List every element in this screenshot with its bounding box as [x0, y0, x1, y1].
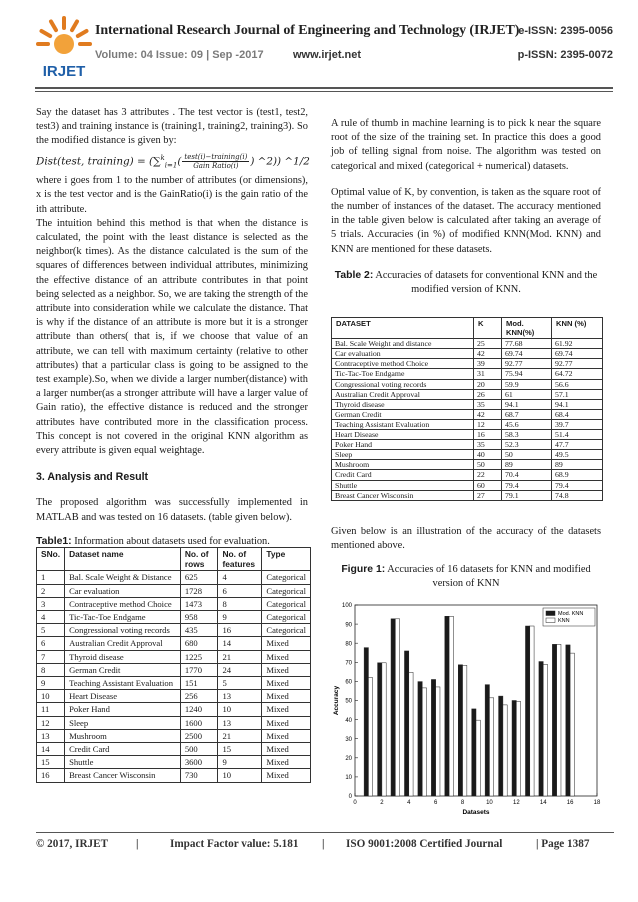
table-row	[37, 663, 311, 676]
journal-website-link[interactable]: www.irjet.net	[293, 49, 362, 61]
table-cell: 10	[218, 703, 262, 716]
table-cell: 68.4	[552, 409, 603, 419]
table-cell: Mixed	[262, 743, 311, 756]
table-header-row	[37, 548, 311, 571]
figure1-caption-label: Figure 1:	[341, 564, 386, 576]
bar-mod-knn	[539, 662, 543, 796]
accuracy-table	[331, 317, 603, 501]
table-cell: 1225	[180, 650, 218, 663]
table-cell: 79.4	[552, 480, 603, 490]
legend-label: KNN	[558, 618, 570, 625]
table-cell: 68.7	[502, 409, 552, 419]
bar-mod-knn	[552, 644, 556, 796]
table-cell: Mixed	[262, 690, 311, 703]
figure1-caption-text: Accuracies of 16 datasets for KNN and modified version of KNN	[385, 564, 591, 590]
table-cell: 20	[474, 379, 502, 389]
column-header: KNN (%)	[552, 318, 603, 339]
table-cell: Poker Hand	[332, 440, 474, 450]
table-cell: Mixed	[262, 729, 311, 742]
table-row	[37, 637, 311, 650]
bar-knn	[476, 720, 480, 796]
table-cell: 27	[474, 490, 502, 500]
table1-caption-label: Table1:	[36, 535, 72, 547]
legend-swatch	[546, 611, 555, 616]
table-cell: 8	[218, 597, 262, 610]
formula-sum-lower: i=1	[164, 161, 178, 170]
table-row	[37, 677, 311, 690]
distance-formula	[36, 149, 308, 175]
y-tick-label: 40	[345, 717, 352, 724]
table-cell: Categorical	[262, 571, 311, 584]
table-cell: 151	[180, 677, 218, 690]
table-cell: 57.1	[552, 389, 603, 399]
table-cell: Teaching Assistant Evaluation	[65, 677, 181, 690]
table-row	[332, 430, 603, 440]
table-cell: 9	[218, 611, 262, 624]
table-row	[332, 369, 603, 379]
table-row	[37, 690, 311, 703]
table-cell: Mixed	[262, 756, 311, 769]
column-header: No. of rows	[180, 548, 218, 571]
bar-knn	[557, 644, 561, 796]
bar-knn	[436, 687, 440, 796]
table-cell: 75.94	[502, 369, 552, 379]
table-cell: 50	[502, 450, 552, 460]
bar-mod-knn	[378, 663, 382, 796]
header-rule-thin	[35, 91, 613, 92]
table-cell: 12	[474, 419, 502, 429]
table-row	[332, 359, 603, 369]
table-cell: 9	[218, 756, 262, 769]
table-cell: Categorical	[262, 597, 311, 610]
bar-mod-knn	[445, 616, 449, 796]
table-cell: 40	[474, 450, 502, 460]
table-cell: Australian Credit Approval	[65, 637, 181, 650]
table-cell: Categorical	[262, 624, 311, 637]
table-cell: 14	[37, 743, 65, 756]
table-cell: 69.74	[502, 349, 552, 359]
table-cell: German Credit	[332, 409, 474, 419]
table-cell: 2	[37, 584, 65, 597]
table-cell: 680	[180, 637, 218, 650]
paragraph: where i goes from 1 to the number of attributes (or dimensions), x is the test vector and is the GainRatio(i) is the gain ratio of the ith attribute.	[36, 175, 308, 215]
table-cell: Bal. Scale Weight & Distance	[65, 571, 181, 584]
table-row	[37, 769, 311, 782]
volume-issue: Volume: 04 Issue: 09 | Sep -2017	[95, 49, 264, 61]
table-cell: 13	[37, 729, 65, 742]
table-cell: 4	[37, 611, 65, 624]
bar-mod-knn	[431, 679, 435, 796]
table-cell: Congressional voting records	[65, 624, 181, 637]
table-row	[37, 716, 311, 729]
table-cell: Credit Card	[332, 470, 474, 480]
table-cell: 50	[474, 460, 502, 470]
y-axis-label: Accuracy	[333, 685, 340, 716]
table-cell: 35	[474, 399, 502, 409]
table-cell: German Credit	[65, 663, 181, 676]
page-header	[35, 14, 613, 86]
table-cell: Heart Disease	[332, 430, 474, 440]
table-cell: Tic-Tac-Toe Endgame	[65, 611, 181, 624]
table-cell: Mushroom	[65, 729, 181, 742]
header-rule	[35, 87, 613, 89]
table-cell: 42	[474, 409, 502, 419]
bar-knn	[382, 663, 386, 796]
formula-paren: (	[177, 155, 182, 168]
x-tick-label: 4	[407, 800, 411, 806]
bar-knn	[516, 701, 520, 796]
table-row	[332, 339, 603, 349]
table-cell: 45.6	[502, 419, 552, 429]
table-cell: 1770	[180, 663, 218, 676]
x-tick-label: 8	[460, 800, 465, 806]
x-tick-label: 16	[566, 800, 574, 806]
table-row	[332, 409, 603, 419]
table-cell: 61.92	[552, 339, 603, 349]
table-cell: 8	[37, 663, 65, 676]
table-row	[332, 389, 603, 399]
column-header: No. of features	[218, 548, 262, 571]
table-cell: Categorical	[262, 611, 311, 624]
table-cell: 256	[180, 690, 218, 703]
table-cell: 1240	[180, 703, 218, 716]
left-column	[36, 106, 308, 549]
table-cell: 15	[37, 756, 65, 769]
table-cell: 13	[218, 716, 262, 729]
table-row	[332, 460, 603, 470]
table-cell: Mixed	[262, 769, 311, 782]
y-tick-label: 30	[345, 736, 352, 743]
table-cell: 64.72	[552, 369, 603, 379]
x-tick-label: 10	[486, 800, 493, 806]
table-cell: 1728	[180, 584, 218, 597]
table-cell: 5	[218, 677, 262, 690]
table-cell: Mixed	[262, 637, 311, 650]
table-cell: Mixed	[262, 716, 311, 729]
table-cell: 94.1	[502, 399, 552, 409]
table-cell: 35	[474, 440, 502, 450]
table-cell: 47.7	[552, 440, 603, 450]
table-cell: 22	[474, 470, 502, 480]
column-header: Type	[262, 548, 311, 571]
table-cell: 25	[474, 339, 502, 349]
table-row	[332, 480, 603, 490]
table-cell: 24	[218, 663, 262, 676]
table-cell: Poker Hand	[65, 703, 181, 716]
bar-mod-knn	[525, 626, 529, 796]
paragraph: The intuition behind this method is that when the distance is calculated, the point with the least distance is selected as the neighbor(k times). As the distance calculated is the sum of the squares of differences between individual attributes, minimizing the effective distance of an attribute contributes in that point being selected as a neighbor. So, we are taking the strength of the attribute into consideration while we calculate the distance. That is why if the distance of an attribute is more but it is a stronger attribute than others( that is, if we choose that value of an attribute, we can tell with maximum certainty (relative to other attributes) that a particular class is going to be assigned to the test example).So, when we divide a larger number(distance) with a larger number(as a stronger attribute will have a larger value of Gain ratio), the effective distance is reduced and the stronger attributes have contributed more in the classification process. This concept is not covered in the original KNN algorithm as every attribute is given equal weightage.	[36, 217, 308, 457]
bar-mod-knn	[499, 696, 503, 796]
bar-mod-knn	[512, 701, 516, 797]
column-header: Dataset name	[65, 548, 181, 571]
formula-numerator: test(i)−training(i)	[184, 152, 248, 161]
table-cell: 958	[180, 611, 218, 624]
x-tick-label: 0	[353, 800, 357, 806]
table-cell: Mixed	[262, 677, 311, 690]
bar-mod-knn	[418, 682, 422, 796]
column-header: K	[474, 318, 502, 339]
right-column-lower	[331, 525, 601, 591]
bar-knn	[409, 672, 413, 796]
formula-denominator: Gain Ratio(i)	[193, 161, 239, 170]
bar-mod-knn	[472, 709, 476, 796]
y-tick-label: 100	[341, 603, 352, 610]
bar-knn	[368, 678, 372, 796]
table-cell: 3	[37, 597, 65, 610]
table-row	[37, 611, 311, 624]
table-cell: 1	[37, 571, 65, 584]
footer-separator: |	[136, 838, 139, 850]
table-cell: Mixed	[262, 650, 311, 663]
x-tick-label: 6	[433, 800, 438, 806]
paragraph: The proposed algorithm was successfully implemented in MATLAB and was tested on 16 datasets. (table given below).	[36, 497, 308, 523]
bar-mod-knn	[364, 648, 368, 796]
table-cell: 5	[37, 624, 65, 637]
e-issn: e-ISSN: 2395-0056	[518, 25, 613, 37]
table-cell: 60	[474, 480, 502, 490]
table-cell: Heart Disease	[65, 690, 181, 703]
x-tick-label: 2	[380, 800, 384, 806]
y-tick-label: 80	[345, 641, 352, 648]
table-cell: 10	[37, 690, 65, 703]
x-tick-label: 18	[593, 800, 601, 806]
x-axis-label: Datasets	[462, 809, 490, 816]
table-cell: 4	[218, 571, 262, 584]
table-cell: 21	[218, 650, 262, 663]
legend-label: Mod. KNN	[558, 611, 584, 618]
x-tick-label: 14	[539, 800, 547, 806]
table-cell: 12	[37, 716, 65, 729]
table-cell: 21	[218, 729, 262, 742]
journal-title: International Research Journal of Engineering and Technology (IRJET)	[95, 23, 520, 38]
table-row	[332, 399, 603, 409]
bar-mod-knn	[391, 619, 395, 796]
table-cell: Credit Card	[65, 743, 181, 756]
y-tick-label: 50	[345, 698, 352, 705]
table-cell: 92.77	[502, 359, 552, 369]
accuracy-bar-chart	[331, 597, 603, 822]
bar-knn	[530, 626, 534, 796]
column-header: Mod. KNN(%)	[502, 318, 552, 339]
table-cell: 77.68	[502, 339, 552, 349]
table-row	[332, 490, 603, 500]
table-cell: 16	[37, 769, 65, 782]
table-cell: 39	[474, 359, 502, 369]
table-cell: 2500	[180, 729, 218, 742]
irjet-logo	[35, 14, 93, 82]
table-cell: 16	[218, 624, 262, 637]
bar-knn	[422, 688, 426, 796]
table-cell: Thyroid disease	[65, 650, 181, 663]
table-cell: 70.4	[502, 470, 552, 480]
table-cell: 11	[37, 703, 65, 716]
paragraph: Optimal value of K, by convention, is taken as the square root of the number of instances of the dataset. The accuracy mentioned in the table given below is calculated after taking an average of 5 trials. Accuracies (in %) of modified KNN(Mod. KNN) and KNN are mentioned for these datasets.	[331, 186, 601, 255]
table-cell: 42	[474, 349, 502, 359]
table-cell: 89	[552, 460, 603, 470]
paragraph: Say the dataset has 3 attributes . The test vector is (test1, test2, test3) and training instance is (training1, training2, training3). So the modified distance is given by:	[36, 107, 308, 147]
table2-caption-label: Table 2:	[334, 269, 374, 281]
table-cell: 51.4	[552, 430, 603, 440]
bar-mod-knn	[485, 685, 489, 796]
paragraph: Given below is an illustration of the accuracy of the datasets mentioned above.	[331, 526, 601, 552]
footer-rule	[36, 832, 614, 833]
table-cell: 6	[37, 637, 65, 650]
datasets-info-table	[36, 547, 311, 783]
table-row	[332, 440, 603, 450]
bar-knn	[463, 665, 467, 796]
table-cell: Car evaluation	[65, 584, 181, 597]
table-row	[37, 584, 311, 597]
table-cell: 13	[218, 690, 262, 703]
column-header: DATASET	[332, 318, 474, 339]
y-tick-label: 10	[345, 775, 352, 782]
table2-caption-text: Accuracies of datasets for conventional KNN and the modified version of KNN.	[373, 269, 598, 295]
bar-mod-knn	[404, 651, 408, 796]
footer-separator: |	[322, 838, 325, 850]
bar-knn	[489, 698, 493, 796]
table-row	[37, 756, 311, 769]
table-cell: 16	[474, 430, 502, 440]
table-row	[37, 650, 311, 663]
bar-knn	[543, 664, 547, 796]
table-cell: 15	[218, 743, 262, 756]
formula-sum-upper: k	[160, 153, 165, 162]
table-cell: 59.9	[502, 379, 552, 389]
table-cell: 500	[180, 743, 218, 756]
table-cell: 58.3	[502, 430, 552, 440]
table-cell: 26	[474, 389, 502, 399]
table-cell: 68.9	[552, 470, 603, 480]
y-tick-label: 70	[345, 660, 352, 667]
x-tick-label: 12	[512, 800, 520, 806]
table-cell: Thyroid disease	[332, 399, 474, 409]
formula-lhs: Dist(test, training) = (∑	[36, 155, 161, 168]
table-row	[37, 624, 311, 637]
table-cell: 92.77	[552, 359, 603, 369]
paragraph: A rule of thumb in machine learning is to pick k near the square root of the size of the training set. In practice this does a good job of telling signal from noise. The algorithm was tested on categorical and mixed (categorical + numerical) datasets.	[331, 118, 601, 172]
table-cell: 730	[180, 769, 218, 782]
footer-iso: ISO 9001:2008 Certified Journal	[346, 838, 503, 850]
table-cell: 61	[502, 389, 552, 399]
table-row	[37, 743, 311, 756]
table-cell: Car evaluation	[332, 349, 474, 359]
table-cell: 31	[474, 369, 502, 379]
table-cell: Teaching Assistant Evaluation	[332, 419, 474, 429]
table-cell: Sleep	[332, 450, 474, 460]
table-cell: Tic-Tac-Toe Endgame	[332, 369, 474, 379]
table-cell: Shuttle	[332, 480, 474, 490]
table-cell: 56.6	[552, 379, 603, 389]
table-cell: Contraceptive method Choice	[332, 359, 474, 369]
formula-fraction	[182, 153, 249, 170]
column-header: SNo.	[37, 548, 65, 571]
table-cell: 94.1	[552, 399, 603, 409]
table-row	[332, 419, 603, 429]
table-cell: 79.1	[502, 490, 552, 500]
table-cell: Shuttle	[65, 756, 181, 769]
footer-page-number: | Page 1387	[536, 838, 590, 850]
table-cell: 10	[218, 769, 262, 782]
table-cell: 6	[218, 584, 262, 597]
y-tick-label: 60	[345, 679, 352, 686]
bar-knn	[503, 705, 507, 796]
table-cell: Australian Credit Approval	[332, 389, 474, 399]
bar-mod-knn	[458, 665, 462, 796]
table-cell: Breast Cancer Wisconsin	[65, 769, 181, 782]
table-cell: Breast Cancer Wisconsin	[332, 490, 474, 500]
formula-rhs: ) ^2)) ^1/2	[250, 155, 310, 168]
bar-mod-knn	[566, 645, 570, 796]
table-cell: Mixed	[262, 663, 311, 676]
table-cell: 49.5	[552, 450, 603, 460]
table-cell: 74.8	[552, 490, 603, 500]
y-tick-label: 20	[345, 756, 352, 762]
table-cell: 1600	[180, 716, 218, 729]
table-cell: 9	[37, 677, 65, 690]
table-cell: Categorical	[262, 584, 311, 597]
table-cell: 7	[37, 650, 65, 663]
table-cell: Sleep	[65, 716, 181, 729]
figure1-caption	[331, 563, 601, 591]
table1-caption-text: Information about datasets used for evaluation.	[71, 535, 270, 547]
table-cell: Contraceptive method Choice	[65, 597, 181, 610]
right-column	[331, 117, 601, 297]
bar-knn	[395, 619, 399, 796]
table-row	[37, 729, 311, 742]
table-row	[332, 450, 603, 460]
table-row	[37, 597, 311, 610]
table-cell: 89	[502, 460, 552, 470]
section-heading: 3. Analysis and Result	[36, 471, 149, 484]
table-cell: 625	[180, 571, 218, 584]
table-cell: 52.3	[502, 440, 552, 450]
footer-copyright: © 2017, IRJET	[36, 838, 109, 850]
table-row	[332, 349, 603, 359]
table-cell: 3600	[180, 756, 218, 769]
table-row	[37, 571, 311, 584]
table-cell: 79.4	[502, 480, 552, 490]
table-cell: Congressional voting records	[332, 379, 474, 389]
logo-text: IRJET	[42, 63, 86, 80]
table-row	[37, 703, 311, 716]
table2-caption	[331, 269, 601, 297]
y-tick-label: 0	[348, 794, 352, 801]
table-cell: 14	[218, 637, 262, 650]
table-cell: 1473	[180, 597, 218, 610]
y-tick-label: 90	[345, 622, 352, 629]
footer-impact-factor: Impact Factor value: 5.181	[170, 838, 299, 850]
legend-swatch	[546, 618, 555, 623]
table-header-row	[332, 318, 603, 339]
p-issn: p-ISSN: 2395-0072	[517, 49, 613, 61]
bar-knn	[570, 653, 574, 796]
table-cell: 39.7	[552, 419, 603, 429]
table-cell: Bal. Scale Weight and distance	[332, 339, 474, 349]
table-cell: 69.74	[552, 349, 603, 359]
table-row	[332, 379, 603, 389]
bar-knn	[449, 616, 453, 796]
table-cell: Mixed	[262, 703, 311, 716]
table-row	[332, 470, 603, 480]
table-cell: Mushroom	[332, 460, 474, 470]
table-cell: 435	[180, 624, 218, 637]
